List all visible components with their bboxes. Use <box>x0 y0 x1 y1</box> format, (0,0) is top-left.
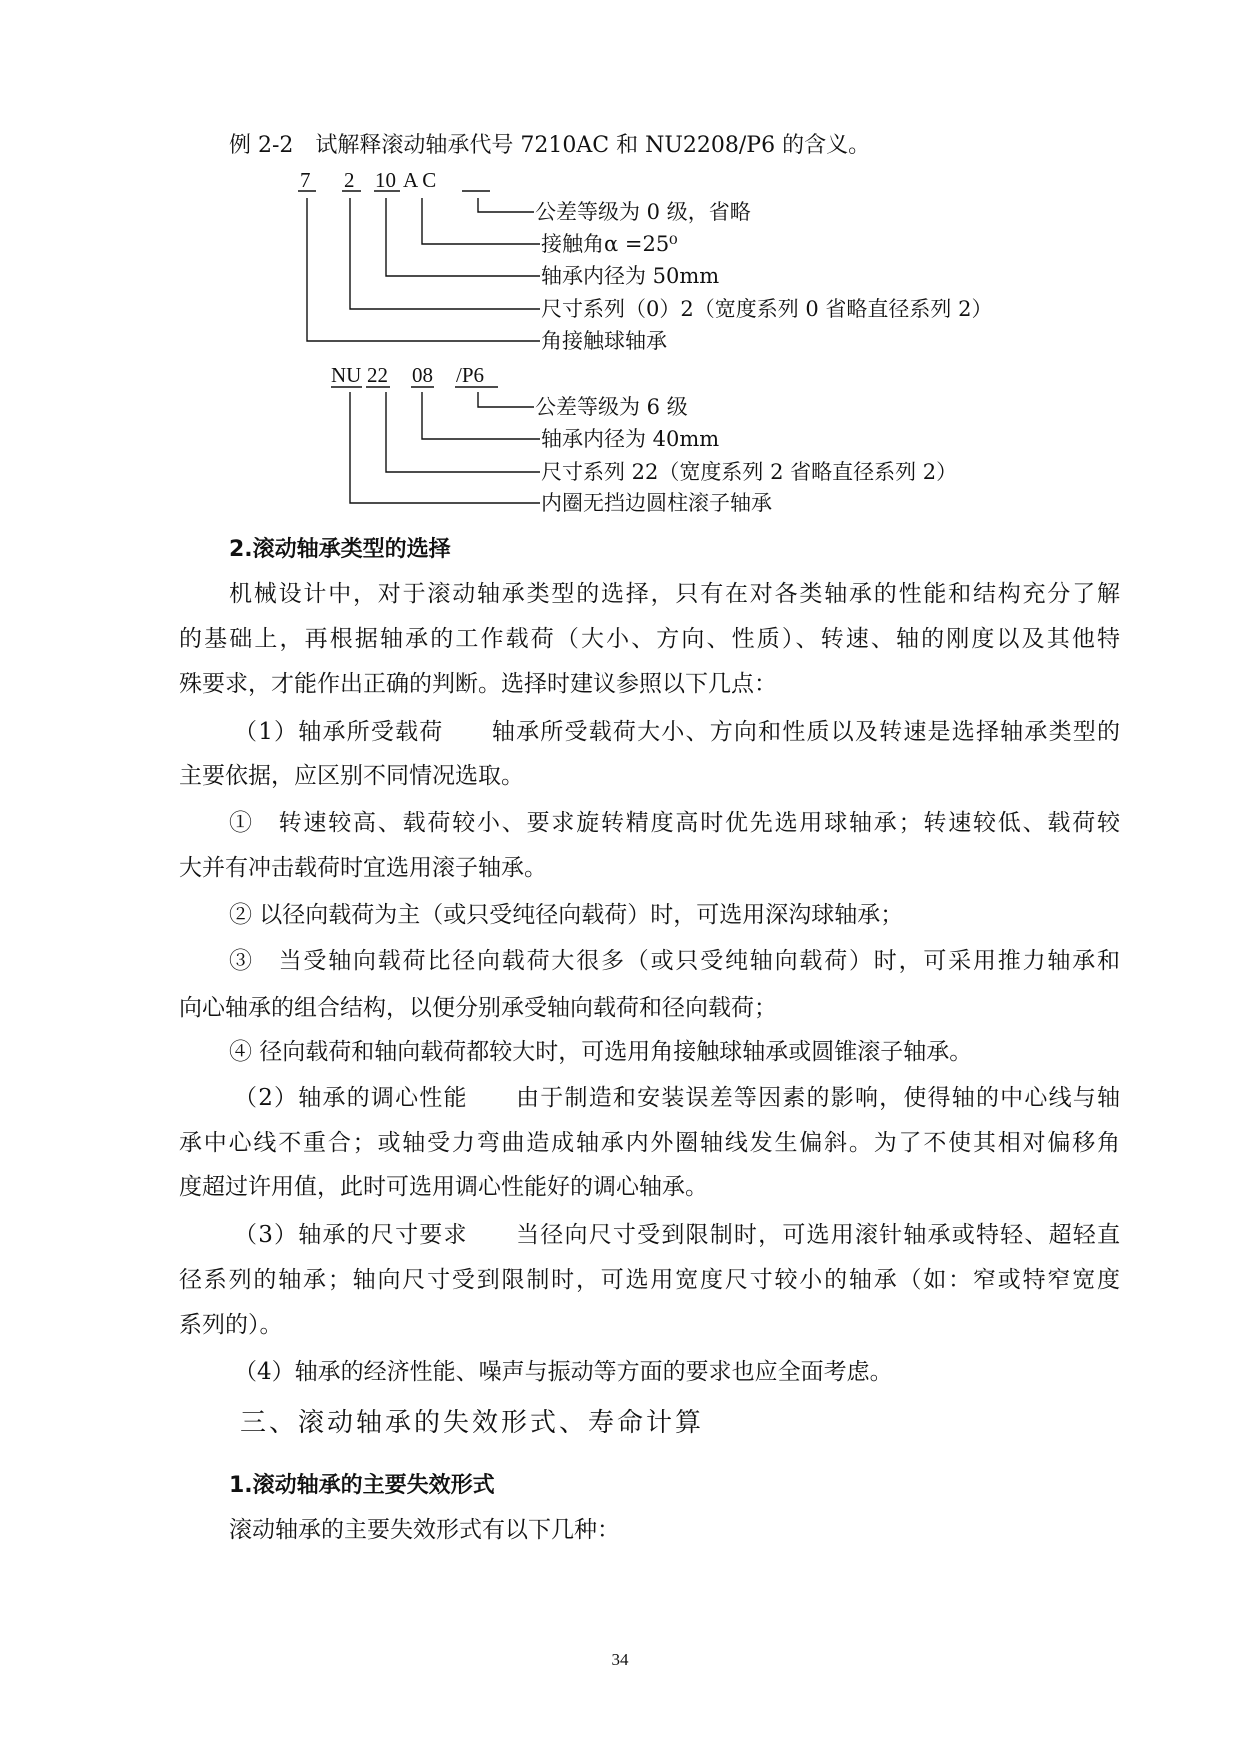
label2-tolerance: 公差等级为 6 级 <box>535 395 688 419</box>
label-type: 角接触球轴承 <box>541 329 667 353</box>
paragraph-line: 主要依据，应区别不同情况选取。 <box>179 763 524 789</box>
paragraph-line: （1）轴承所受载荷 轴承所受载荷大小、方向和性质以及转速是选择轴承类型的 <box>234 719 1120 745</box>
paragraph-line: 系列的）。 <box>179 1312 283 1338</box>
list-item: ④ 径向载荷和轴向载荷都较大时，可选用角接触球轴承或圆锥滚子轴承。 <box>229 1039 973 1065</box>
page-number: 34 <box>611 1650 629 1669</box>
code-part-angle: A C <box>403 168 437 192</box>
list-item: ② 以径向载荷为主（或只受纯径向载荷）时，可选用深沟球轴承； <box>229 902 904 928</box>
paragraph-line: （2）轴承的调心性能 由于制造和安装误差等因素的影响，使得轴的中心线与轴 <box>234 1085 1120 1111</box>
example-title: 例 2-2 试解释滚动轴承代号 7210AC 和 NU2208/P6 的含义。 <box>229 133 871 158</box>
code-part-bore: 10 <box>375 168 396 192</box>
label2-bore: 轴承内径为 40mm <box>541 427 720 451</box>
paragraph-line: （4）轴承的经济性能、噪声与振动等方面的要求也应全面考虑。 <box>234 1359 893 1385</box>
list-item: ① 转速较高、载荷较小、要求旋转精度高时优先选用球轴承；转速较低、载荷较 <box>229 810 1120 836</box>
list-item: ③ 当受轴向载荷比径向载荷大很多（或只受纯轴向载荷）时，可采用推力轴承和 <box>229 948 1120 974</box>
code2-part-tolerance: /P6 <box>456 363 485 387</box>
label-bore: 轴承内径为 50mm <box>541 264 720 288</box>
paragraph-line: 的基础上，再根据轴承的工作载荷（大小、方向、性质）、转速、轴的刚度以及其他特 <box>179 626 1120 652</box>
paragraph-line: （3）轴承的尺寸要求 当径向尺寸受到限制时，可选用滚针轴承或特轻、超轻直 <box>234 1222 1120 1248</box>
code-part-tolerance <box>463 168 474 192</box>
paragraph-line: 向心轴承的组合结构，以便分别承受轴向载荷和径向载荷； <box>179 995 777 1021</box>
paragraph-line: 大并有冲击载荷时宜选用滚子轴承。 <box>179 855 547 881</box>
label-size-series: 尺寸系列（0）2（宽度系列 0 省略直径系列 2） <box>541 297 993 321</box>
section-heading: 2.滚动轴承类型的选择 <box>229 537 451 562</box>
code-part-type: 7 <box>300 168 311 192</box>
label-contact-angle: 接触角α =25⁰ <box>541 232 678 256</box>
subsection-heading: 1.滚动轴承的主要失效形式 <box>229 1473 495 1498</box>
label2-size-series: 尺寸系列 22（宽度系列 2 省略直径系列 2） <box>541 460 958 484</box>
paragraph-line: 承中心线不重合；或轴受力弯曲造成轴承内外圈轴线发生偏斜。为了不使其相对偏移角 <box>179 1130 1120 1156</box>
label2-type: 内圈无挡边圆柱滚子轴承 <box>541 491 772 515</box>
code2-part-bore: 08 <box>412 363 433 387</box>
paragraph-line: 径系列的轴承；轴向尺寸受到限制时，可选用宽度尺寸较小的轴承（如：窄或特窄宽度 <box>179 1267 1120 1293</box>
code2-part-series: 22 <box>367 363 388 387</box>
code-part-series: 2 <box>344 168 355 192</box>
label-tolerance: 公差等级为 0 级，省略 <box>535 200 751 224</box>
paragraph-line: 机械设计中，对于滚动轴承类型的选择，只有在对各类轴承的性能和结构充分了解 <box>229 581 1120 607</box>
code2-part-type: NU <box>331 363 362 387</box>
chapter-section-heading: 三、滚动轴承的失效形式、寿命计算 <box>240 1408 705 1438</box>
paragraph-line: 滚动轴承的主要失效形式有以下几种： <box>229 1517 620 1543</box>
paragraph-line: 度超过许用值，此时可选用调心性能好的调心轴承。 <box>179 1174 708 1200</box>
paragraph-line: 殊要求，才能作出正确的判断。选择时建议参照以下几点： <box>179 671 777 697</box>
